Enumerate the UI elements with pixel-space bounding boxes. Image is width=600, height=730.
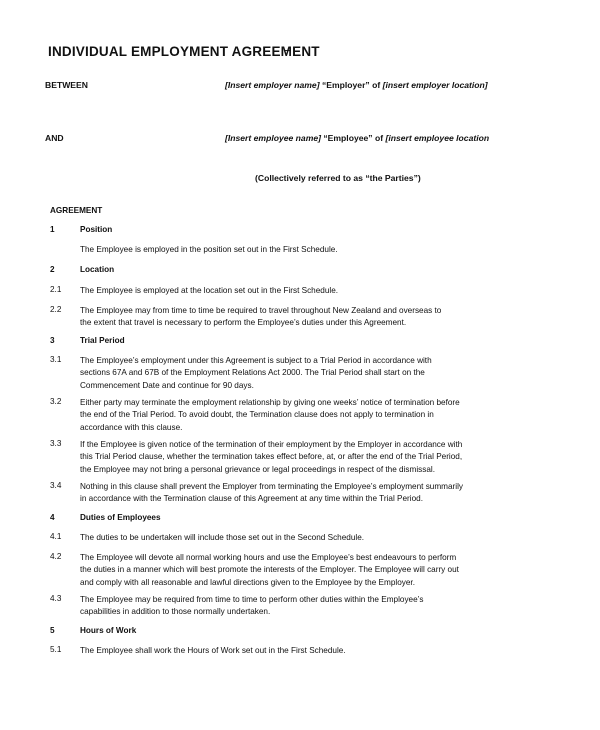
clause-number: 2.1	[50, 285, 62, 294]
employee-location-placeholder: [insert employee location	[385, 133, 490, 143]
clause-number: 3.1	[50, 355, 62, 364]
between-label: BETWEEN	[45, 80, 88, 90]
clause-number: 4.1	[50, 532, 62, 541]
employer-location-placeholder: [insert employer location]	[382, 80, 488, 90]
employee-mid: “Employee” of	[321, 133, 386, 143]
and-label: AND	[45, 133, 64, 143]
clause-text: The Employee’s employment under this Agreement is subject to a Trial Period in accordance with sections 67A and 67B of the Employment Relations Act 2000. The Trial Period shall start on the Commencement Date and continue for 90 days.	[80, 356, 432, 390]
clause-text: The Employee is employed at the location set out in the First Schedule.	[80, 286, 339, 295]
section-heading-duties: Duties of Employees	[80, 513, 161, 522]
clause-number: 3.3	[50, 439, 62, 448]
section-number: 2	[50, 265, 55, 274]
clause-number: 5.1	[50, 645, 62, 654]
clause-text: The duties to be undertaken will include those set out in the Second Schedule.	[80, 533, 365, 542]
clause-text: The Employee may be required from time to time to perform other duties within the Employee’s capabilities in addition to those normally undertaken.	[80, 595, 424, 617]
clause-number: 4.3	[50, 594, 62, 603]
employer-mid: “Employer” of	[319, 80, 383, 90]
section-number: 3	[50, 336, 55, 345]
clause-text: The Employee will devote all normal working hours and use the Employee’s best endeavours to perform the duties in a manner which will best promote the interests of the Employer. The Employee will carry out and comply with all reasonable and lawful directions given to the Employee by the Employer.	[80, 553, 459, 587]
document-title: INDIVIDUAL EMPLOYMENT AGREEMENT	[48, 44, 320, 59]
section-number: 5	[50, 626, 55, 635]
clause-number: 3.4	[50, 481, 62, 490]
clause-text: The Employee shall work the Hours of Work set out in the First Schedule.	[80, 646, 346, 655]
clause-number: 4.2	[50, 552, 62, 561]
clause-number: 3.2	[50, 397, 62, 406]
clause-text: Either party may terminate the employment relationship by giving one weeks’ notice of termination before the end of the Trial Period. To avoid doubt, the Termination clause does not apply to termination in accordance with this clause.	[80, 398, 460, 432]
section-heading-trial-period: Trial Period	[80, 336, 125, 345]
agreement-label: AGREEMENT	[50, 206, 103, 215]
clause-text: Nothing in this clause shall prevent the Employer from terminating the Employee’s employment summarily in accordance with the Termination clause of this Agreement at any time within the Trial Period.	[80, 482, 464, 504]
clause-text: If the Employee is given notice of the termination of their employment by the Employer in accordance with this Trial Period clause, whether the termination takes effect before, at, or after the end of the Trial Period, the Employee may not bring a personal grievance or legal proceedings in respect of the dismissal.	[80, 440, 463, 474]
clause-number: 2.2	[50, 305, 62, 314]
section-heading-location: Location	[80, 265, 115, 274]
employee-party	[225, 133, 489, 143]
section-heading-position: Position	[80, 225, 113, 234]
section-number: 4	[50, 513, 55, 522]
clause-1-text: The Employee is employed in the position set out in the First Schedule.	[80, 245, 338, 254]
parties-note: (Collectively referred to as “the Parties”)	[255, 173, 421, 183]
section-number: 1	[50, 225, 55, 234]
section-heading-hours: Hours of Work	[80, 626, 137, 635]
clause-text: The Employee may from time to time be required to travel throughout New Zealand and overseas to the extent that travel is necessary to perform the Employee’s duties under this Agreement.	[80, 306, 442, 328]
employer-party	[225, 80, 488, 90]
employer-name-placeholder: [Insert employer name]	[225, 80, 320, 90]
employee-name-placeholder: [Insert employee name]	[225, 133, 321, 143]
